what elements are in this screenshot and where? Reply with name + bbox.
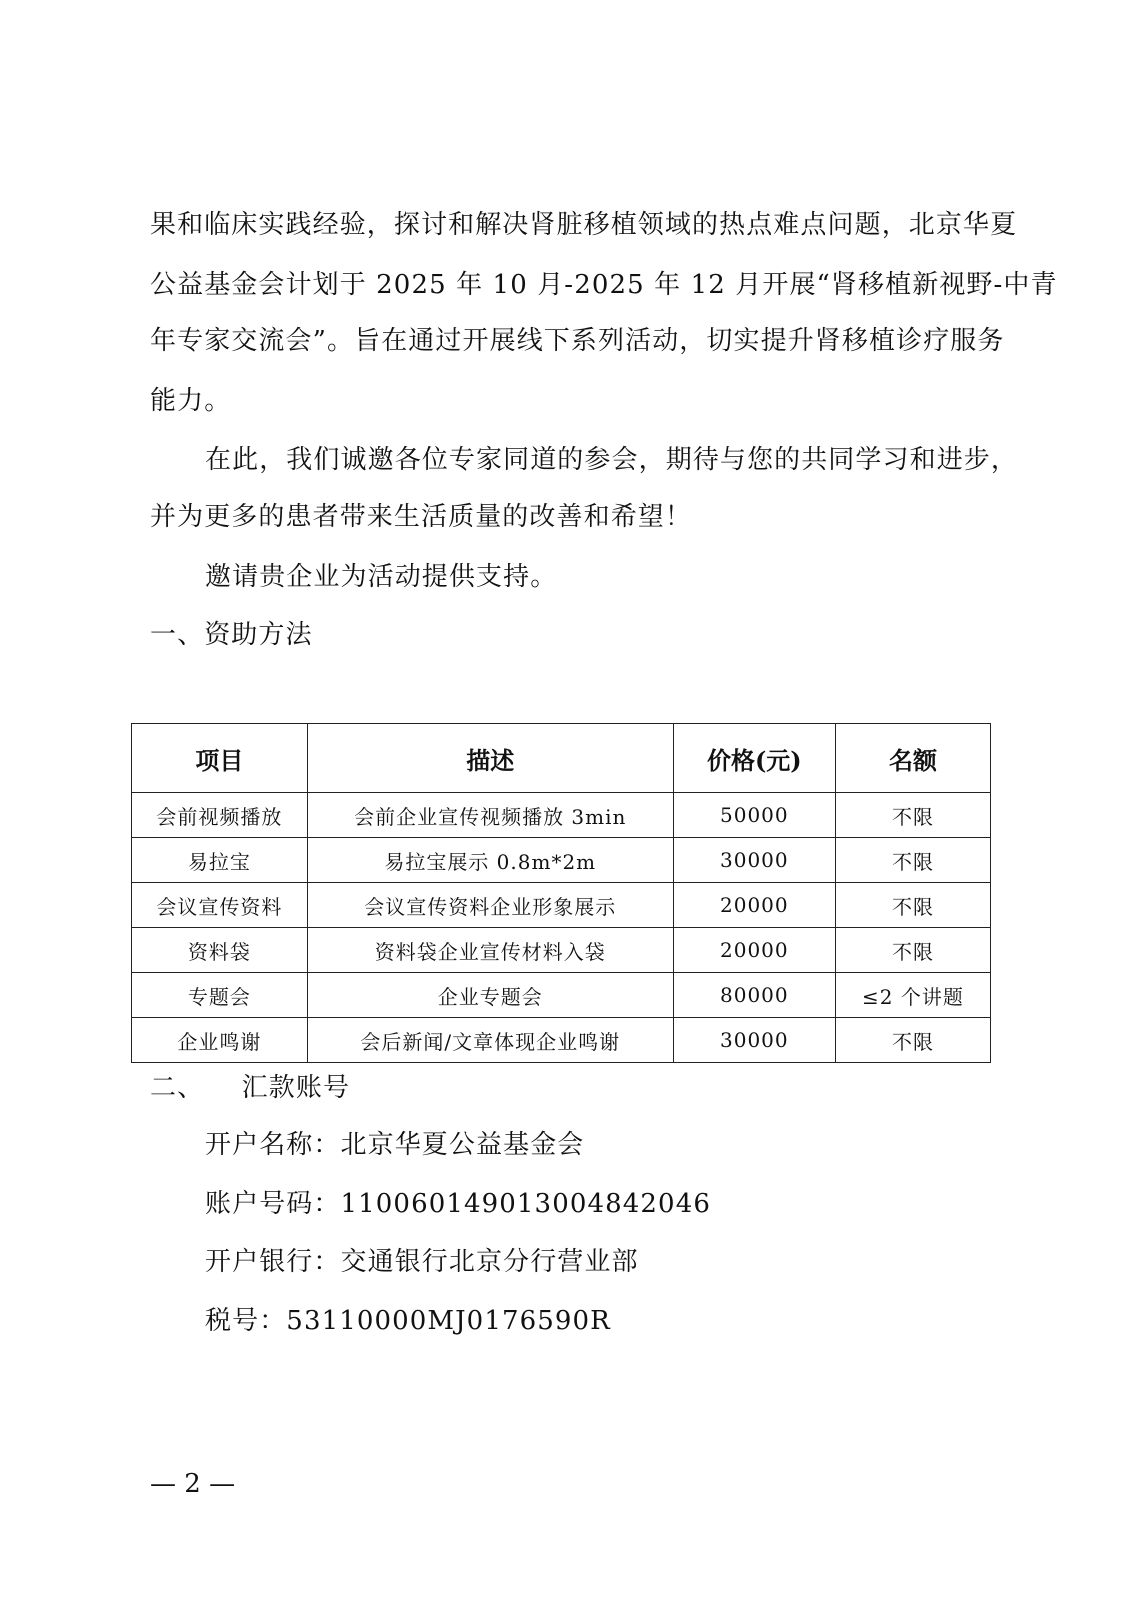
cell-description: 会议宣传资料企业形象展示 — [307, 883, 673, 928]
cell-price: 30000 — [673, 1018, 835, 1063]
cell-item: 会前视频播放 — [132, 793, 308, 838]
cell-item: 专题会 — [132, 973, 308, 1018]
header-description: 描述 — [307, 724, 673, 793]
tax-id: 税号：53110000MJ0176590R — [205, 1306, 611, 1336]
sponsorship-table — [131, 723, 991, 1063]
cell-price: 50000 — [673, 793, 835, 838]
cell-description: 企业专题会 — [307, 973, 673, 1018]
bank-name: 开户银行：交通银行北京分行营业部 — [205, 1247, 639, 1277]
cell-quota: 不限 — [835, 838, 990, 883]
cell-item: 企业鸣谢 — [132, 1018, 308, 1063]
cell-item: 资料袋 — [132, 928, 308, 973]
table-row — [132, 1018, 991, 1063]
header-item: 项目 — [132, 724, 308, 793]
table-row — [132, 838, 991, 883]
cell-price: 80000 — [673, 973, 835, 1018]
cell-quota: 不限 — [835, 1018, 990, 1063]
table-row — [132, 928, 991, 973]
cell-price: 30000 — [673, 838, 835, 883]
section-2-heading: 二、 汇款账号 — [150, 1073, 351, 1103]
paragraph-1-line-1: 果和临床实践经验，探讨和解决肾脏移植领域的热点难点问题，北京华夏 — [150, 210, 1018, 240]
paragraph-1-line-3: 年专家交流会”。旨在通过开展线下系列活动，切实提升肾移植诊疗服务 — [150, 326, 1005, 356]
account-name: 开户名称：北京华夏公益基金会 — [205, 1130, 585, 1160]
table-row — [132, 883, 991, 928]
cell-price: 20000 — [673, 883, 835, 928]
paragraph-2-line-2: 并为更多的患者带来生活质量的改善和希望！ — [150, 502, 693, 532]
cell-description: 会前企业宣传视频播放 3min — [307, 793, 673, 838]
table-row — [132, 793, 991, 838]
paragraph-1-line-4: 能力。 — [150, 386, 232, 416]
header-quota: 名额 — [835, 724, 990, 793]
cell-item: 易拉宝 — [132, 838, 308, 883]
paragraph-2-line-1: 在此，我们诚邀各位专家同道的参会，期待与您的共同学习和进步， — [205, 445, 1019, 475]
cell-quota: 不限 — [835, 928, 990, 973]
cell-description: 资料袋企业宣传材料入袋 — [307, 928, 673, 973]
account-number: 账户号码：110060149013004842046 — [205, 1189, 711, 1219]
header-price: 价格(元) — [673, 724, 835, 793]
cell-item: 会议宣传资料 — [132, 883, 308, 928]
paragraph-3: 邀请贵企业为活动提供支持。 — [205, 562, 558, 592]
cell-quota: 不限 — [835, 883, 990, 928]
table-header-row — [132, 724, 991, 793]
cell-price: 20000 — [673, 928, 835, 973]
paragraph-1-line-2: 公益基金会计划于 2025 年 10 月-2025 年 12 月开展“肾移植新视野-中青 — [150, 270, 1058, 300]
cell-description: 易拉宝展示 0.8m*2m — [307, 838, 673, 883]
table-row — [132, 973, 991, 1018]
cell-description: 会后新闻/文章体现企业鸣谢 — [307, 1018, 673, 1063]
page-number: — 2 — — [150, 1469, 236, 1499]
cell-quota: 不限 — [835, 793, 990, 838]
section-1-heading: 一、资助方法 — [150, 620, 313, 650]
cell-quota: ≤2 个讲题 — [835, 973, 990, 1018]
